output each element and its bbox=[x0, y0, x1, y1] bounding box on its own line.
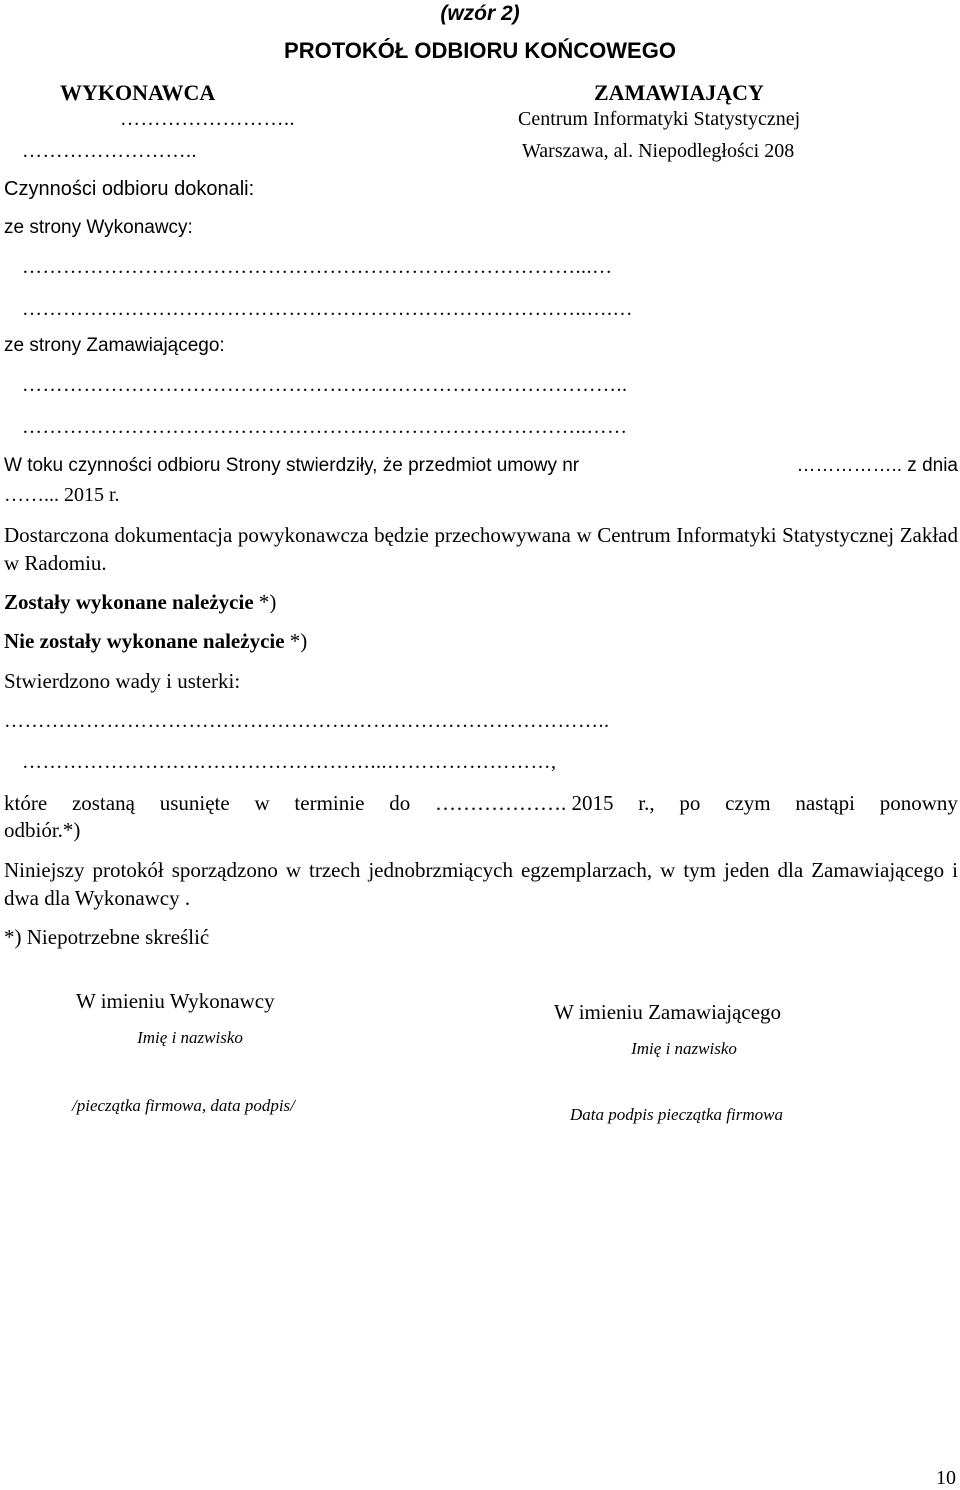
option-not-completed bbox=[4, 629, 307, 654]
option-not-completed-text: Nie zostały wykonane należycie bbox=[4, 629, 285, 653]
contractor-line-2: …………………….. bbox=[22, 140, 197, 162]
documentation-paragraph: Dostarczona dokumentacja powykonawcza będzie przechowywana w Centrum Informatyki Statystycznej Zakład w Radomiu. bbox=[4, 523, 958, 575]
contractor-label: WYKONAWCA bbox=[60, 80, 216, 105]
deadline-word: usunięte bbox=[159, 791, 230, 815]
contractor-members-line-1: ………………………………………………………………………...… bbox=[22, 256, 613, 278]
contractor-line-1: …………………….. bbox=[120, 108, 295, 130]
deadline-word: terminie bbox=[294, 791, 365, 815]
findings-line bbox=[4, 455, 958, 477]
performed-by-label: Czynności odbioru dokonali: bbox=[4, 178, 255, 200]
defects-line-1: …………………………………………………………………………….. bbox=[4, 710, 610, 732]
defects-line-2: ……………………………………………...……………………, bbox=[22, 751, 557, 773]
contractor-name-hint: Imię i nazwisko bbox=[137, 1028, 243, 1047]
option-completed bbox=[4, 590, 276, 615]
template-label: (wzór 2) bbox=[440, 2, 520, 25]
contract-date-blank: ……... 2015 r. bbox=[4, 484, 120, 506]
option-not-completed-mark: *) bbox=[284, 629, 308, 653]
contractor-side-label: ze strony Wykonawcy: bbox=[4, 217, 193, 238]
deadline-word: po bbox=[679, 791, 701, 815]
copies-paragraph: Niniejszy protokół sporządzono w trzech jednobrzmiących egzemplarzach, w tym jeden dla Zamawiającego i dwa dla Wykonawcy . bbox=[4, 858, 958, 910]
page-number: 10 bbox=[936, 1467, 956, 1489]
deadline-word: zostaną bbox=[71, 791, 135, 815]
option-completed-text: Zostały wykonane należycie bbox=[4, 590, 254, 614]
deadline-word: w bbox=[254, 791, 270, 815]
deadline-end: odbiór.*) bbox=[4, 818, 81, 842]
deadline-line bbox=[4, 791, 958, 816]
findings-text: W toku czynności odbioru Strony stwierdziły, że przedmiot umowy nr bbox=[4, 455, 580, 476]
client-signature-title: W imieniu Zamawiającego bbox=[554, 1000, 782, 1024]
contractor-members-line-2: ………………………………………………………………………..….… bbox=[22, 298, 633, 320]
document-title: PROTOKÓŁ ODBIORU KOŃCOWEGO bbox=[284, 38, 676, 63]
client-name-hint: Imię i nazwisko bbox=[631, 1039, 737, 1058]
deadline-word: r., bbox=[638, 791, 655, 815]
contract-number-blank: …………….. bbox=[796, 455, 903, 476]
contractor-stamp-hint: /pieczątka firmowa, data podpis/ bbox=[72, 1096, 295, 1115]
client-line-1: Centrum Informatyki Statystycznej bbox=[518, 108, 801, 130]
client-members-line-1: …………………………………………………………………………….. bbox=[22, 374, 628, 396]
client-line-2: Warszawa, al. Niepodległości 208 bbox=[522, 140, 795, 162]
deadline-word: ponowny bbox=[879, 791, 958, 815]
deadline-date-blank: ………………. 2015 bbox=[434, 791, 614, 815]
deadline-word: czym bbox=[725, 791, 771, 815]
client-side-label: ze strony Zamawiającego: bbox=[4, 335, 225, 356]
contractor-signature-title: W imieniu Wykonawcy bbox=[76, 989, 275, 1013]
deadline-word: do bbox=[389, 791, 411, 815]
client-stamp-hint: Data podpis pieczątka firmowa bbox=[570, 1105, 783, 1124]
option-completed-mark: *) bbox=[253, 590, 277, 614]
defects-label: Stwierdzono wady i usterki: bbox=[4, 669, 241, 693]
deadline-word: które bbox=[4, 791, 48, 815]
client-label: ZAMAWIAJĄCY bbox=[594, 80, 764, 105]
date-label: z dnia bbox=[907, 455, 958, 476]
deadline-word: nastąpi bbox=[795, 791, 855, 815]
footnote: *) Niepotrzebne skreślić bbox=[4, 925, 210, 949]
client-members-line-2: ………………………………………………………………………..…… bbox=[22, 416, 628, 438]
